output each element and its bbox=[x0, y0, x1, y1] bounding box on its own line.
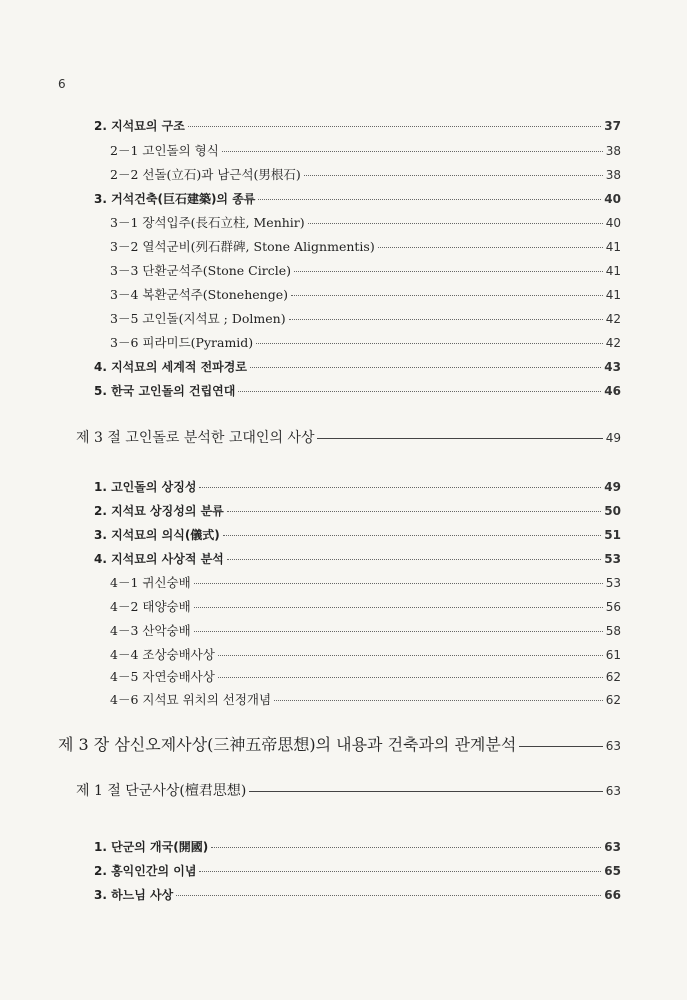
toc-entry bbox=[110, 145, 621, 158]
toc-entry-page: 42 bbox=[605, 336, 621, 350]
toc-entry-title: 2. 지석묘 상징성의 분류 bbox=[94, 504, 224, 518]
dot-leader bbox=[294, 271, 603, 272]
toc-entry-page: 43 bbox=[604, 360, 621, 374]
dot-leader bbox=[238, 391, 601, 392]
dot-leader bbox=[304, 175, 603, 176]
dot-leader bbox=[199, 871, 601, 872]
toc-entry bbox=[94, 841, 621, 853]
toc-entry bbox=[110, 337, 621, 350]
toc-entry bbox=[110, 169, 621, 182]
toc-entry-page: 66 bbox=[604, 888, 621, 902]
toc-entry bbox=[110, 217, 621, 230]
toc-entry bbox=[110, 289, 621, 302]
toc-entry bbox=[110, 649, 621, 662]
toc-entry-page: 40 bbox=[604, 192, 621, 206]
toc-entry-title: 3－2 열석군비(列石群碑, Stone Alignmentis) bbox=[110, 239, 375, 254]
toc-entry bbox=[110, 601, 621, 614]
dot-leader bbox=[274, 700, 603, 701]
toc-entry-title: 3－1 장석입주(長石立柱, Menhir) bbox=[110, 215, 305, 230]
toc-entry-title: 4－4 조상숭배사상 bbox=[110, 647, 215, 662]
toc-entry-page: 49 bbox=[604, 480, 621, 494]
dot-leader bbox=[227, 511, 602, 512]
dot-leader bbox=[218, 655, 603, 656]
toc-entry bbox=[110, 313, 621, 326]
toc-entry-title: 4－6 지석묘 위치의 선정개념 bbox=[110, 692, 272, 707]
dot-leader bbox=[250, 367, 601, 368]
toc-entry-title: 4－3 산악숭배 bbox=[110, 623, 191, 638]
toc-entry-page: 40 bbox=[605, 216, 621, 230]
leader-line bbox=[249, 791, 602, 792]
toc-entry-title: 4. 지석묘의 사상적 분석 bbox=[94, 552, 224, 566]
toc-entry-title: 제 3 장 삼신오제사상(三神五帝思想)의 내용과 건축과의 관계분석 bbox=[58, 735, 517, 754]
toc-entry-page: 53 bbox=[604, 552, 621, 566]
toc-entry-page: 46 bbox=[604, 384, 621, 398]
toc-entry bbox=[94, 361, 621, 373]
toc-entry bbox=[110, 671, 621, 684]
dot-leader bbox=[227, 559, 602, 560]
toc-entry-title: 3. 하느님 사상 bbox=[94, 888, 174, 902]
dot-leader bbox=[188, 126, 601, 127]
toc-entry bbox=[110, 625, 621, 638]
toc-entry-page: 62 bbox=[605, 670, 621, 684]
dot-leader bbox=[308, 223, 603, 224]
toc-entry-title: 2－2 선돌(立石)과 남근석(男根石) bbox=[110, 167, 301, 182]
dot-leader bbox=[256, 343, 603, 344]
toc-entry bbox=[58, 737, 621, 753]
toc-entry-title: 1. 단군의 개국(開國) bbox=[94, 840, 209, 854]
toc-entry-title: 3－5 고인돌(지석묘 ; Dolmen) bbox=[110, 311, 286, 326]
toc-entry-page: 58 bbox=[605, 624, 621, 638]
dot-leader bbox=[218, 677, 603, 678]
dot-leader bbox=[289, 319, 603, 320]
toc-entry-page: 38 bbox=[605, 168, 621, 182]
dot-leader bbox=[194, 607, 603, 608]
toc-entry-page: 61 bbox=[605, 648, 621, 662]
leader-line bbox=[317, 438, 602, 439]
toc-entry bbox=[76, 784, 621, 798]
page-number: 6 bbox=[58, 77, 66, 91]
toc-entry-title: 5. 한국 고인돌의 건립연대 bbox=[94, 384, 236, 398]
toc-entry-page: 63 bbox=[605, 739, 621, 753]
toc-entry bbox=[110, 577, 621, 590]
toc-entry-title: 2. 홍익인간의 이념 bbox=[94, 864, 197, 878]
toc-entry bbox=[110, 694, 621, 707]
toc-entry-page: 65 bbox=[604, 864, 621, 878]
dot-leader bbox=[258, 199, 601, 200]
toc-entry bbox=[94, 865, 621, 877]
toc-entry bbox=[76, 431, 621, 445]
toc-entry bbox=[94, 120, 621, 132]
toc-entry-page: 41 bbox=[605, 288, 621, 302]
leader-line bbox=[519, 746, 602, 747]
toc-entry-page: 56 bbox=[605, 600, 621, 614]
toc-entry bbox=[94, 505, 621, 517]
toc-entry-title: 2. 지석묘의 구조 bbox=[94, 119, 185, 133]
toc-entry-title: 3－3 단환군석주(Stone Circle) bbox=[110, 263, 291, 278]
toc-entry-title: 3. 지석묘의 의식(儀式) bbox=[94, 528, 220, 542]
toc-entry-title: 2－1 고인돌의 형식 bbox=[110, 143, 219, 158]
toc-entry-page: 63 bbox=[605, 784, 621, 798]
toc-entry-page: 53 bbox=[605, 576, 621, 590]
toc-entry-title: 3. 거석건축(巨石建築)의 종류 bbox=[94, 192, 256, 206]
toc-entry-page: 50 bbox=[604, 504, 621, 518]
dot-leader bbox=[194, 583, 603, 584]
toc-entry bbox=[94, 193, 621, 205]
toc-entry-title: 제 1 절 단군사상(檀君思想) bbox=[76, 783, 247, 799]
toc-entry-title: 4. 지석묘의 세계적 전파경로 bbox=[94, 360, 247, 374]
toc-entry-page: 63 bbox=[604, 840, 621, 854]
dot-leader bbox=[291, 295, 603, 296]
dot-leader bbox=[378, 247, 603, 248]
toc-entry bbox=[94, 481, 621, 493]
toc-entry bbox=[94, 889, 621, 901]
toc-entry-title: 제 3 절 고인돌로 분석한 고대인의 사상 bbox=[76, 430, 315, 446]
toc-entry-page: 38 bbox=[605, 144, 621, 158]
toc-entry-title: 4－5 자연숭배사상 bbox=[110, 669, 215, 684]
toc-entry bbox=[110, 241, 621, 254]
dot-leader bbox=[176, 895, 601, 896]
toc-entry-title: 4－2 태양숭배 bbox=[110, 599, 191, 614]
toc-entry-page: 42 bbox=[605, 312, 621, 326]
dot-leader bbox=[199, 487, 601, 488]
toc-entry-title: 3－6 피라미드(Pyramid) bbox=[110, 335, 254, 350]
dot-leader bbox=[222, 151, 603, 152]
dot-leader bbox=[211, 847, 601, 848]
toc-entry bbox=[94, 529, 621, 541]
toc-entry-page: 37 bbox=[604, 119, 621, 133]
toc-entry-page: 49 bbox=[605, 431, 621, 445]
dot-leader bbox=[223, 535, 602, 536]
toc-entry-title: 1. 고인돌의 상징성 bbox=[94, 480, 197, 494]
toc-entry-page: 62 bbox=[605, 693, 621, 707]
toc-entry-page: 51 bbox=[604, 528, 621, 542]
toc-entry bbox=[94, 385, 621, 397]
toc-entry bbox=[110, 265, 621, 278]
toc-entry-page: 41 bbox=[605, 240, 621, 254]
toc-entry-page: 41 bbox=[605, 264, 621, 278]
toc-entry bbox=[94, 553, 621, 565]
toc-entry-title: 3－4 복환군석주(Stonehenge) bbox=[110, 287, 288, 302]
dot-leader bbox=[194, 631, 603, 632]
toc-entry-title: 4－1 귀신숭배 bbox=[110, 575, 191, 590]
